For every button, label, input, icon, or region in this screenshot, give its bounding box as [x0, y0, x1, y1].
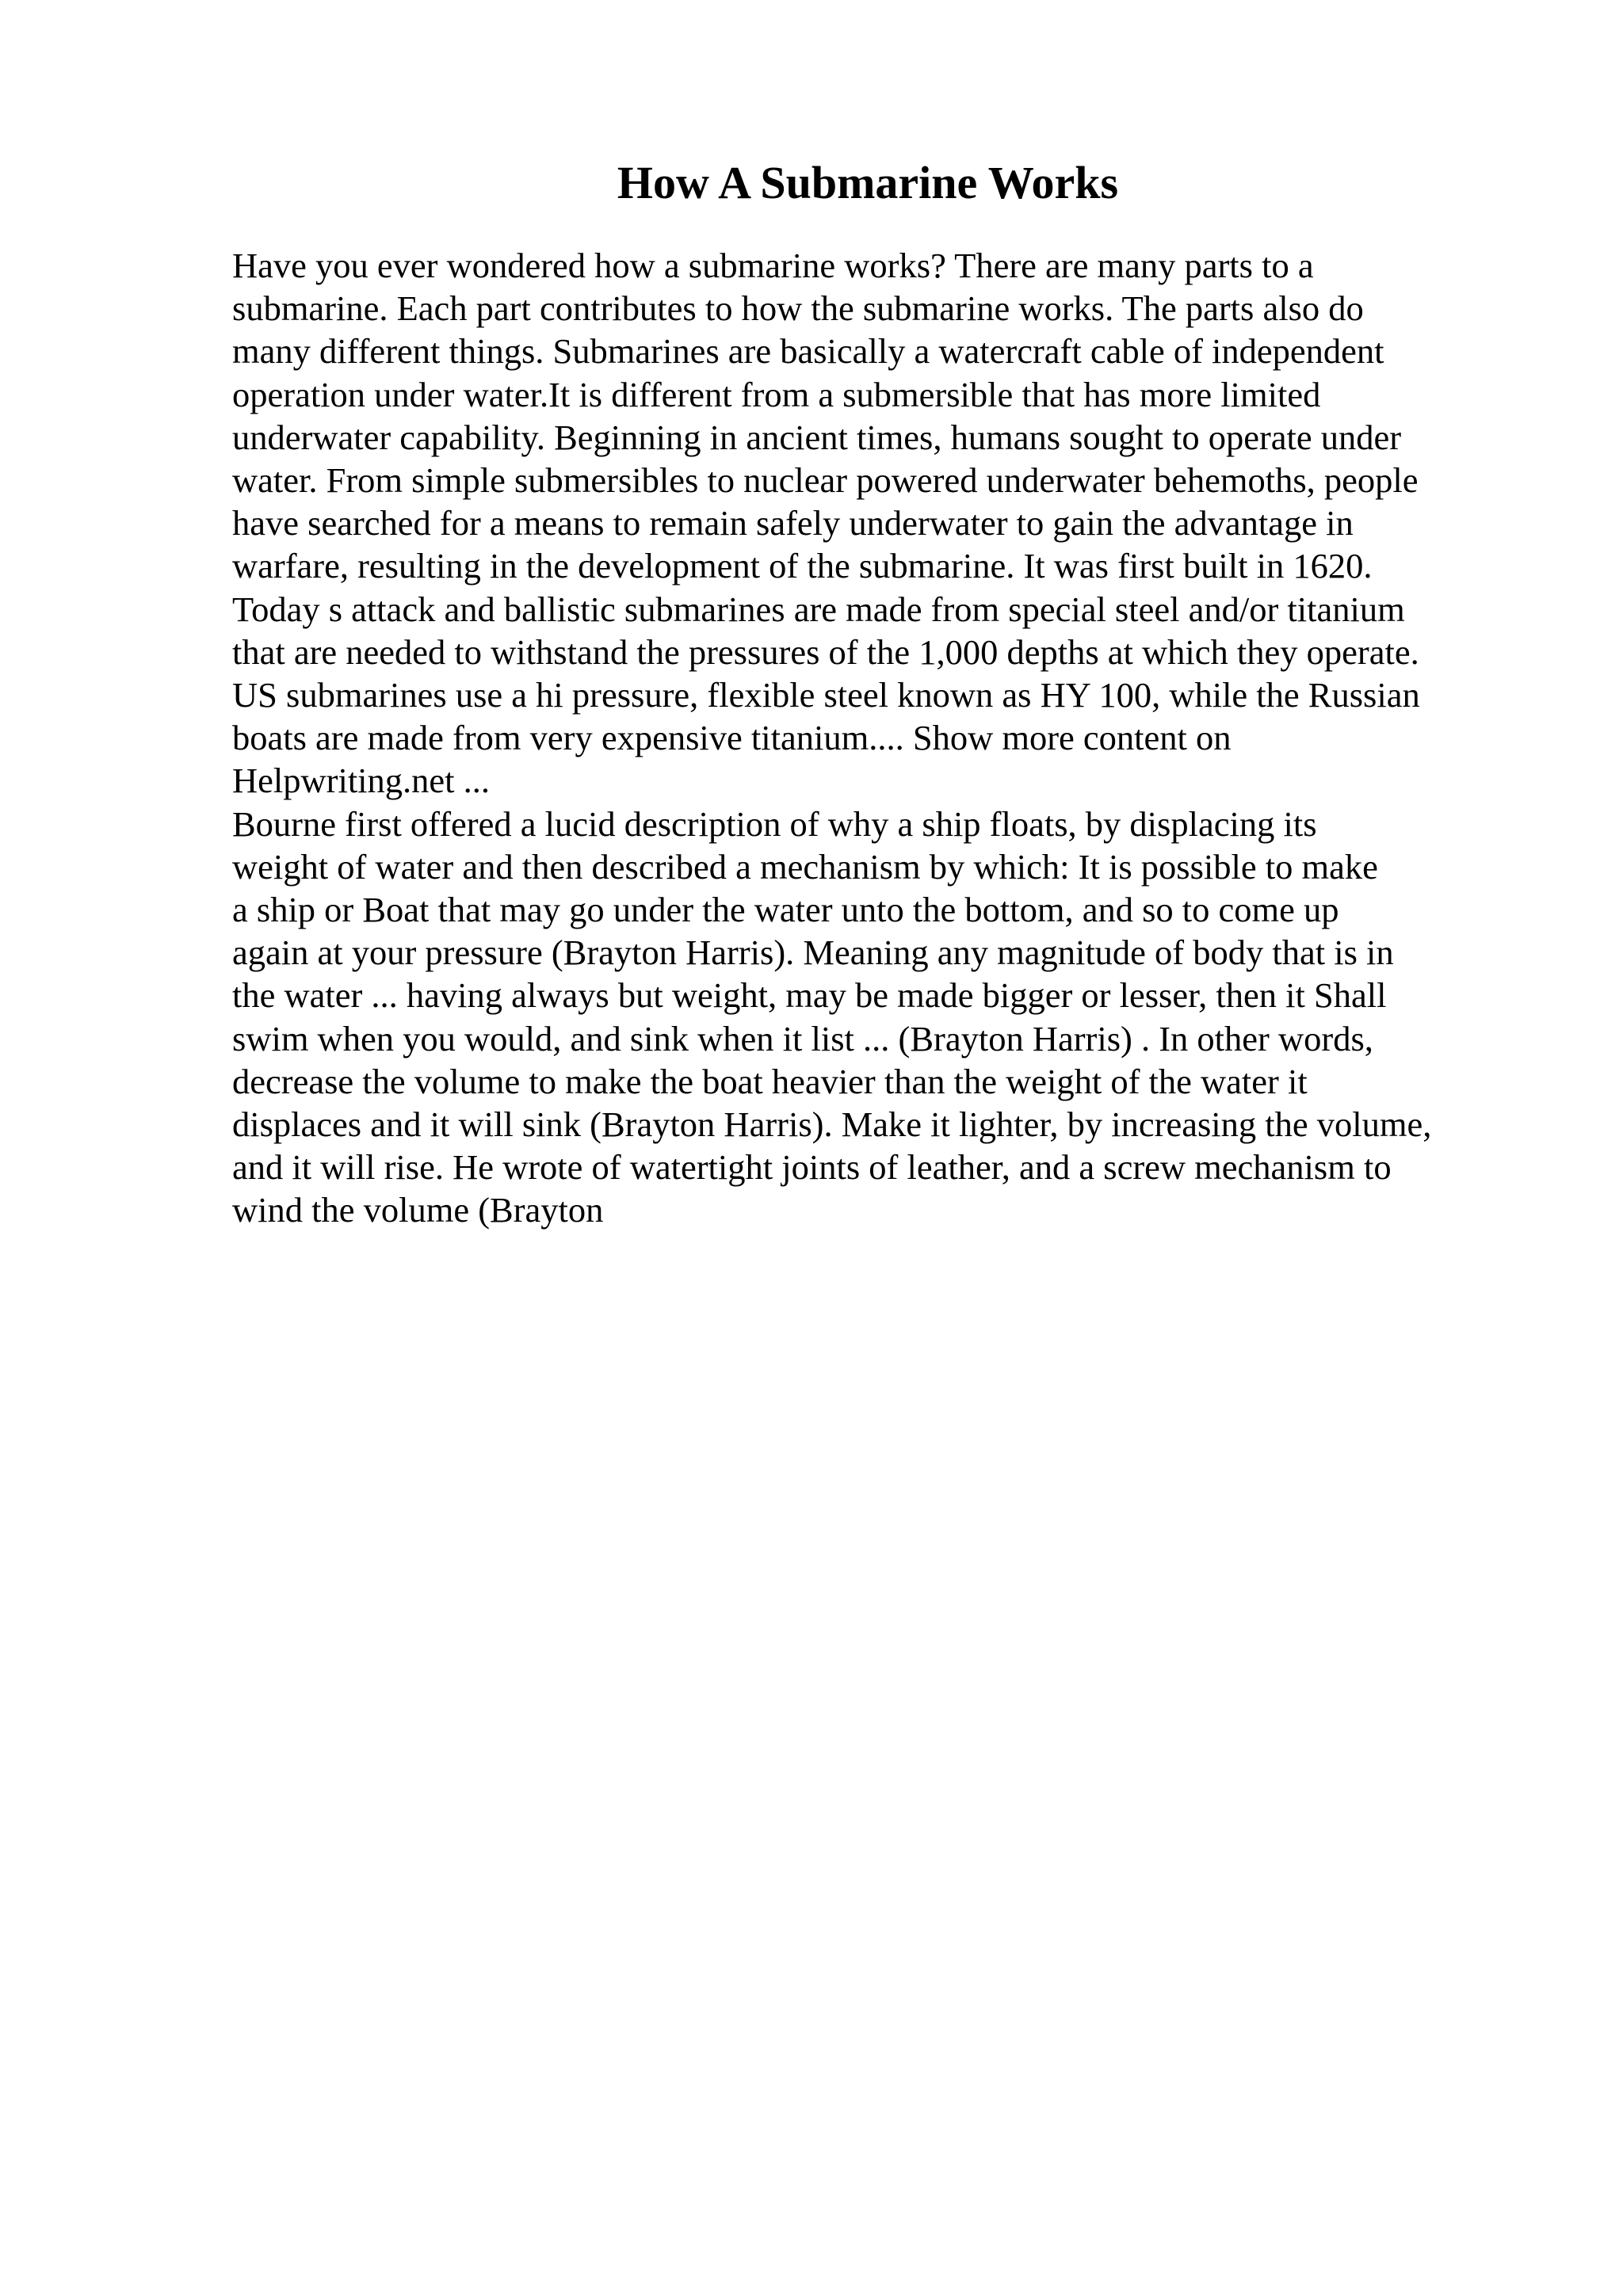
text-line: Bourne first offered a lucid description of why a ship floats, by displacing its	[232, 803, 1317, 844]
text-line: again at your pressure (Brayton Harris). Meaning any magnitude of body that is in	[232, 933, 1394, 973]
text-line: operation under water.It is different from a submersible that has more limited	[232, 374, 1321, 414]
text-line: have searched for a means to remain safely underwater to gain the advantage in	[232, 503, 1354, 543]
document-body	[232, 244, 1595, 1232]
text-line: many different things. Submarines are basically a watercraft cable of independent	[232, 331, 1384, 372]
text-line: a ship or Boat that may go under the water unto the bottom, and so to come up	[232, 890, 1339, 930]
text-line: Today s attack and ballistic submarines are made from special steel and/or titanium	[232, 589, 1405, 629]
text-line: water. From simple submersibles to nuclear powered underwater behemoths, people	[232, 460, 1419, 501]
text-line: wind the volume (Brayton	[232, 1190, 604, 1230]
text-line: the water ... having always but weight, may be made bigger or lesser, then it Shall	[232, 975, 1387, 1016]
text-line: decrease the volume to make the boat heavier than the weight of the water it	[232, 1061, 1308, 1101]
text-line: and it will rise. He wrote of watertight joints of leather, and a screw mechanism to	[232, 1147, 1392, 1188]
text-line: displaces and it will sink (Brayton Harris). Make it lighter, by increasing the volume,	[232, 1104, 1432, 1145]
text-line: Helpwriting.net ...	[232, 761, 491, 801]
text-line: swim when you would, and sink when it list ... (Brayton Harris) . In other words,	[232, 1018, 1373, 1058]
text-line: US submarines use a hi pressure, flexible steel known as HY 100, while the Russian	[232, 675, 1420, 715]
text-line: underwater capability. Beginning in ancient times, humans sought to operate under	[232, 417, 1402, 457]
text-line: warfare, resulting in the development of the submarine. It was first built in 1620.	[232, 546, 1373, 586]
text-line: submarine. Each part contributes to how the submarine works. The parts also do	[232, 288, 1364, 329]
text-line: boats are made from very expensive titanium.... Show more content on	[232, 718, 1232, 758]
text-line: that are needed to withstand the pressures of the 1,000 depths at which they operate.	[232, 631, 1419, 672]
text-line: Have you ever wondered how a submarine works? There are many parts to a	[232, 246, 1314, 285]
document-title: How A Submarine Works	[617, 157, 1119, 208]
text-line: weight of water and then described a mechanism by which: It is possible to make	[232, 846, 1378, 887]
